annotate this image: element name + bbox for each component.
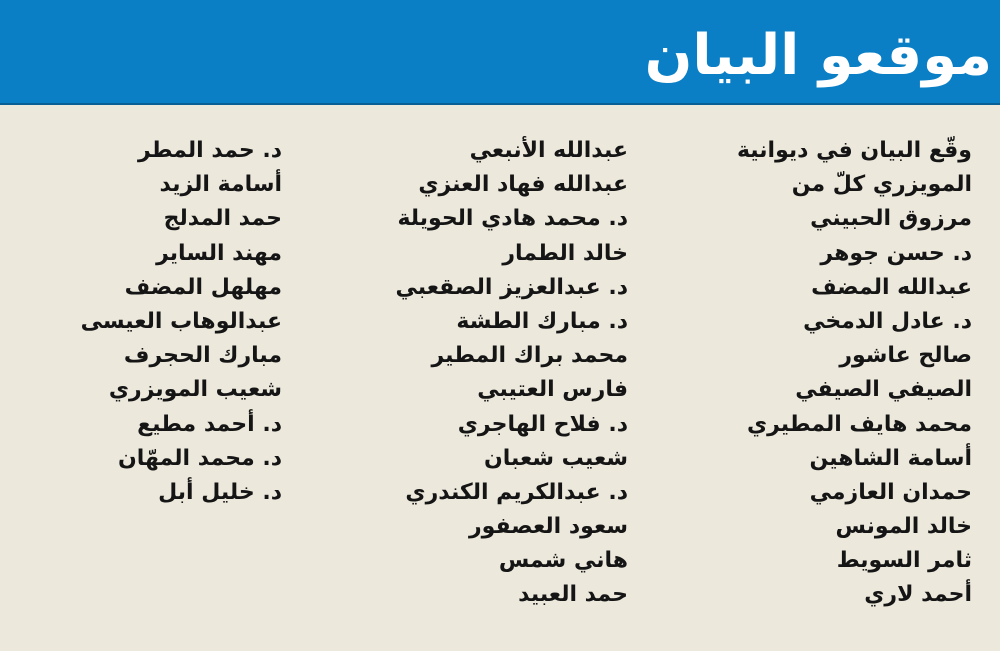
page-title: موقعو البيان bbox=[644, 23, 992, 88]
signatories-column-3 bbox=[12, 134, 282, 510]
signatory-name: د. مبارك الطشة bbox=[456, 308, 628, 334]
intro-line: المويزري كلّ من bbox=[791, 172, 972, 198]
signatory-name: أحمد لاري bbox=[864, 582, 972, 608]
signatory-name: د. عادل الدمخي bbox=[803, 308, 972, 334]
signatory-name: أسامة الشاهين bbox=[809, 445, 972, 471]
signatory-name: سعود العصفور bbox=[469, 514, 628, 540]
signatory-name: شعيب المويزري bbox=[108, 377, 282, 403]
intro-line: وقّع البيان في ديوانية bbox=[736, 138, 972, 163]
signatory-name: محمد هايف المطيري bbox=[746, 411, 972, 437]
signatory-name: د. خليل أبل bbox=[158, 479, 282, 505]
signatories-column-2 bbox=[348, 134, 628, 613]
signatory-name: فارس العتيبي bbox=[477, 377, 628, 403]
signatory-name: محمد براك المطير bbox=[431, 343, 628, 369]
signatory-name: صالح عاشور bbox=[839, 343, 972, 369]
header-bar bbox=[0, 0, 1000, 105]
signatory-name: حمد العبيد bbox=[518, 582, 628, 608]
signatory-name: مهند الساير bbox=[156, 240, 282, 266]
signatory-name: مرزوق الحبيني bbox=[810, 206, 972, 232]
signatory-name: الصيفي الصيفي bbox=[795, 377, 972, 403]
signatory-name: خالد الطمار bbox=[502, 240, 628, 266]
signatory-name: حمدان العازمي bbox=[809, 479, 972, 505]
signatory-name: عبدالله المضف bbox=[811, 274, 972, 300]
signatory-name: د. حسن جوهر bbox=[820, 240, 972, 266]
signatory-name: مبارك الحجرف bbox=[123, 343, 282, 369]
signatory-name: عبدالوهاب العيسى bbox=[80, 308, 282, 334]
signatory-name: أسامة الزيد bbox=[159, 172, 282, 198]
signatories-column-1 bbox=[672, 134, 972, 613]
signatory-name: د. عبدالكريم الكندري bbox=[405, 479, 628, 505]
signatory-name: د. فلاح الهاجري bbox=[457, 411, 628, 437]
signatory-name: هاني شمس bbox=[498, 548, 628, 574]
signatory-name: عبدالله فهاد العنزي bbox=[418, 172, 628, 198]
signatory-name: د. أحمد مطيع bbox=[137, 411, 282, 437]
signatory-name: د. عبدالعزيز الصقعبي bbox=[395, 274, 628, 300]
signatory-name: عبدالله الأنبعي bbox=[469, 138, 628, 163]
signatory-name: د. محمد المهّان bbox=[117, 445, 282, 471]
signatory-name: حمد المدلج bbox=[163, 206, 282, 232]
signatory-name: مهلهل المضف bbox=[124, 274, 282, 300]
signatory-name: خالد المونس bbox=[835, 514, 972, 540]
signatory-name: د. محمد هادي الحويلة bbox=[397, 206, 628, 232]
signatory-name: د. حمد المطر bbox=[138, 138, 282, 163]
signatory-name: ثامر السويط bbox=[836, 548, 972, 574]
signatory-name: شعيب شعبان bbox=[483, 445, 628, 471]
